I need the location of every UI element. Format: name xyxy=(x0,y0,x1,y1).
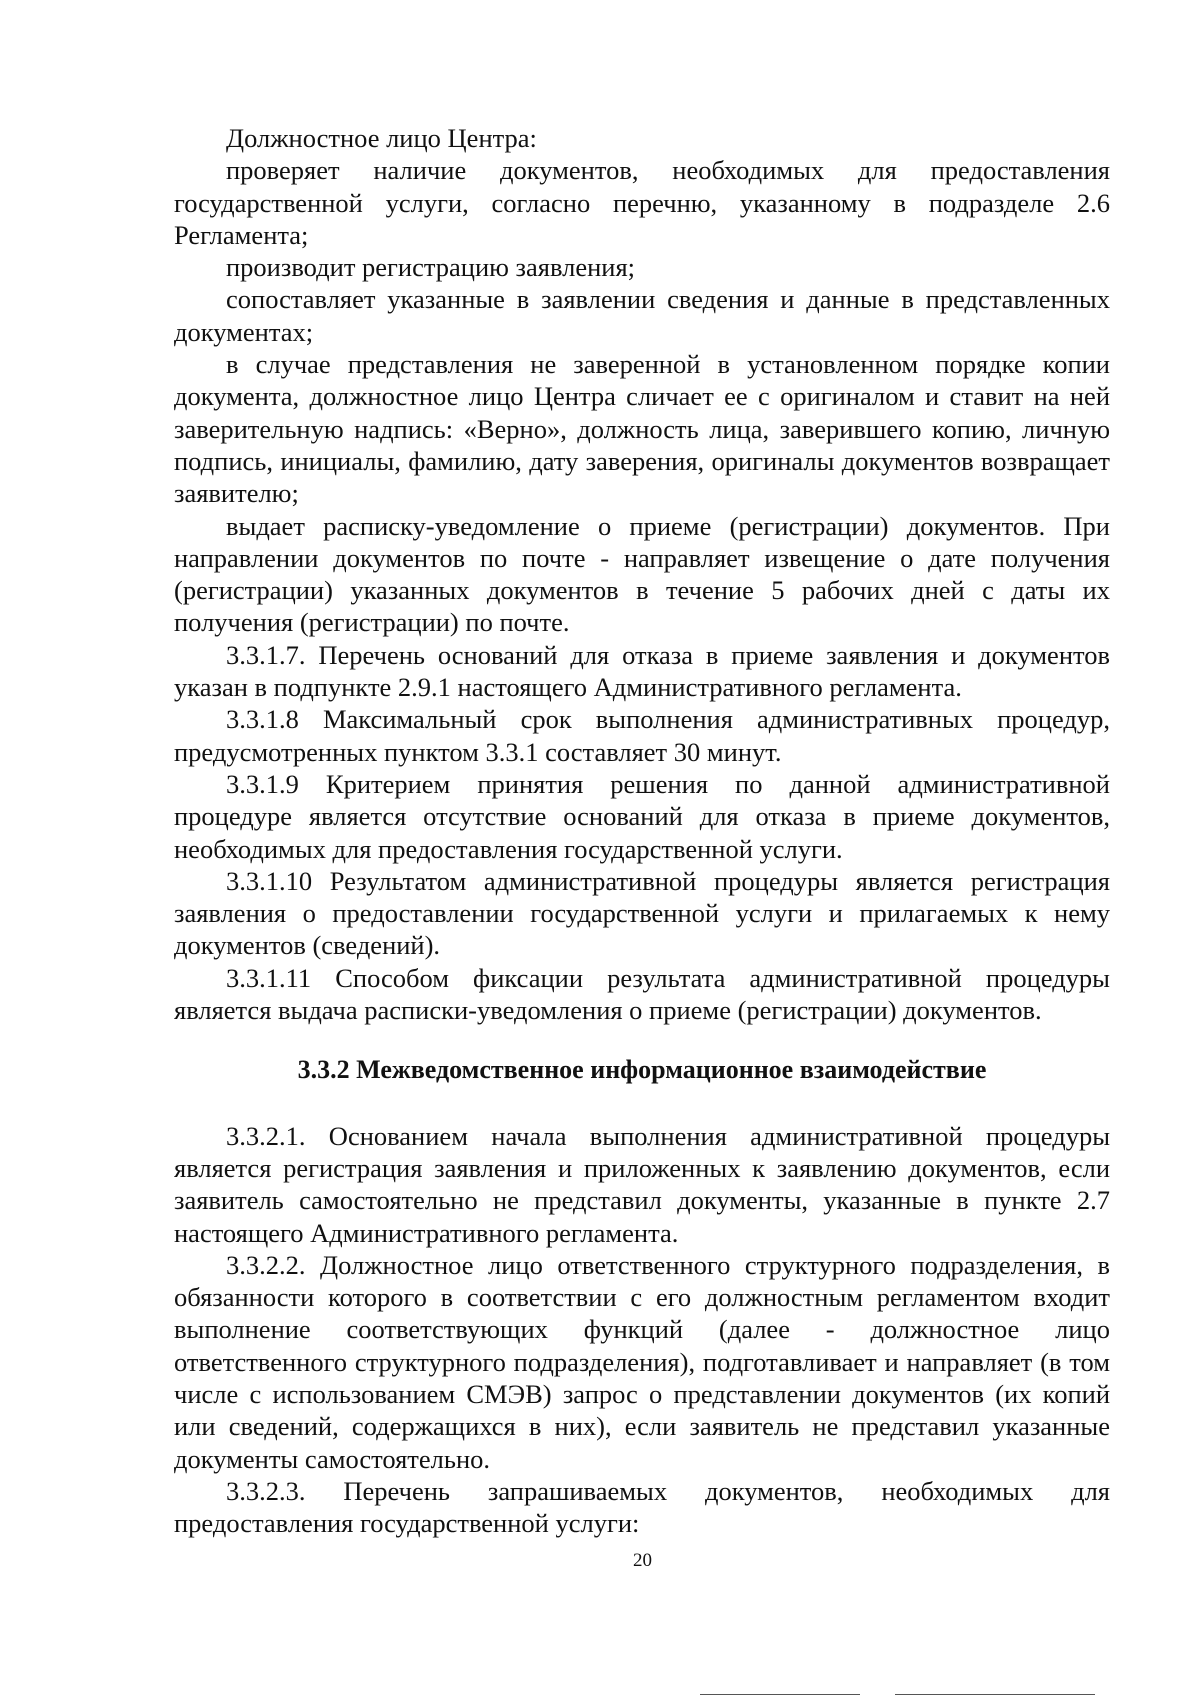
paragraph: производит регистрацию заявления; xyxy=(226,252,636,283)
section-heading: 3.3.2 Межведомственное информационное взаимодействие xyxy=(297,1055,987,1085)
paragraph: сопоставляет указанные в заявлении сведения и данные в представленных документах; xyxy=(174,284,1110,347)
paragraph: 3.3.2.1. Основанием начала выполнения административной процедуры является регистрация заявления и приложенных к заявлению документов, если заявитель самостоятельно не представил документы, указанные в пункте 2.7 настоящего Административного регламента. xyxy=(174,1120,1110,1248)
paragraph: 3.3.2.3. Перечень запрашиваемых документов, необходимых для предоставления государственной услуги: xyxy=(174,1475,1110,1539)
footer-rule xyxy=(700,1694,860,1695)
paragraph: проверяет наличие документов, необходимых для предоставления государственной услуги, согласно перечню, указанному в подразделе 2.6 Регламента; xyxy=(174,155,1110,250)
paragraph: 3.3.1.11 Способом фиксации результата административной процедуры является выдача расписки-уведомления о приеме (регистрации) документов. xyxy=(174,962,1110,1026)
document-body xyxy=(174,122,1110,1539)
page-number: 20 xyxy=(633,1550,652,1571)
paragraph: в случае представления не заверенной в установленном порядке копии документа, должностное лицо Центра сличает ее с оригиналом и ставит на ней заверительную надпись: «Верно», должность лица, заверившего копию, личную подпись, инициалы, фамилию, дату заверения, оригиналы документов возвращает заявителю; xyxy=(174,349,1110,509)
paragraph: Должностное лицо Центра: xyxy=(226,123,537,153)
paragraph: 3.3.1.8 Максимальный срок выполнения административных процедур, предусмотренных пунктом 3.3.1 составляет 30 минут. xyxy=(174,704,1110,767)
paragraph: 3.3.1.9 Критерием принятия решения по данной административной процедуре является отсутствие оснований для отказа в приеме документов, необходимых для предоставления государственной услуги. xyxy=(174,768,1110,864)
paragraph: 3.3.1.10 Результатом административной процедуры является регистрация заявления о предоставлении государственной услуги и прилагаемых к нему документов (сведений). xyxy=(174,865,1110,961)
paragraph: 3.3.2.2. Должностное лицо ответственного структурного подразделения, в обязанности которого в соответствии с его должностным регламентом входит выполнение соответствующих функций (далее - должностное лицо ответственного структурного подразделения), подготавливает и направляет (в том числе с использованием СМЭВ) запрос о представлении документов (их копий или сведений, содержащихся в них), если заявитель не представил указанные документы самостоятельно. xyxy=(174,1249,1110,1474)
paragraph: 3.3.1.7. Перечень оснований для отказа в приеме заявления и документов указан в подпункте 2.9.1 настоящего Административного регламента. xyxy=(174,639,1110,703)
paragraph: выдает расписку-уведомление о приеме (регистрации) документов. При направлении документов по почте - направляет извещение о дате получения (регистрации) указанных документов в течение 5 рабочих дней с даты их получения (регистрации) по почте. xyxy=(174,510,1110,638)
footer-rule xyxy=(895,1694,1095,1695)
